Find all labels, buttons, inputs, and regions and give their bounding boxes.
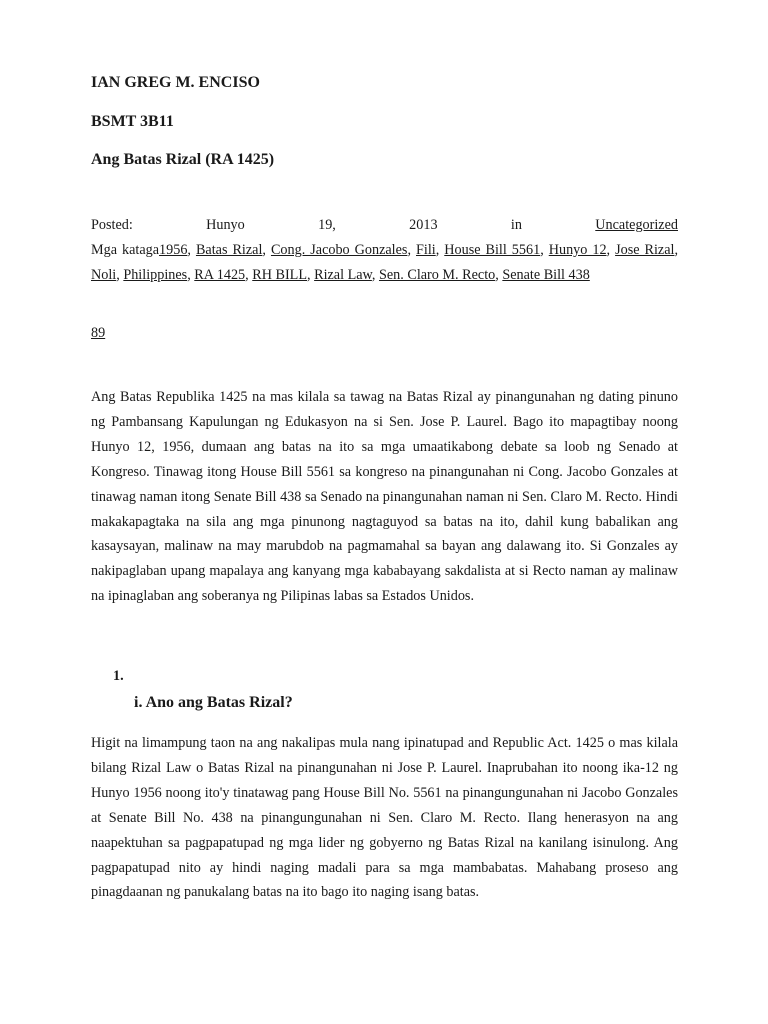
body-paragraph-2: Higit na limampung taon na ang nakalipas mula nang ipinatupad and Republic Act. 1425 o mas kilala bilang Rizal Law o Batas Rizal na pinangunahan ni Jose P. Laurel. Inaprubahan ito noong ika-12 ng Hunyo 1956 noong ito'y tinatawag pang House Bill No. 5561 na pinangungunahan ni Jacobo Gonzales at Senate Bill No. 438 na pinangungunahan ni Sen. Claro M. Recto. Ilang henerasyon na ang naapektuhan sa pagpapatupad ng mga lider ng gobyerno ng Batas Rizal na kanilang isinulong. Ang pagpapatupad nito ay hindi naging madali para sa mga mambabatas. Mahabang proseso ang pinagdaanan ng panukalang batas na ito bago ito naging isang batas. — [91, 735, 678, 901]
posted-in-label: in — [510, 217, 522, 233]
tag-link[interactable]: Philippines — [123, 266, 188, 283]
posted-line — [91, 213, 678, 238]
tag-link[interactable]: Fili — [416, 242, 436, 258]
posted-label: Posted: — [91, 217, 133, 233]
author-name: IAN GREG M. ENCISO — [91, 74, 260, 91]
tag-link[interactable]: 1956 — [159, 242, 188, 258]
count-link[interactable]: 89 — [91, 325, 106, 341]
tag-link[interactable]: House Bill 5561 — [444, 242, 541, 258]
section-subheading: i. Ano ang Batas Rizal? — [134, 694, 293, 711]
tag-link[interactable]: Batas Rizal — [195, 242, 263, 258]
body-paragraph-1: Ang Batas Republika 1425 na mas kilala sa tawag na Batas Rizal ay pinangunahan ng dating pinuno ng Pambansang Kapulungan ng Edukasyon na si Sen. Jose P. Laurel. Bago ito mapagtibay noong Hunyo 12, 1956, dumaan ang batas na ito sa mga umaatikabong debate sa loob ng Senado at Kongreso. Tinawag itong House Bill 5561 sa kongreso na pinangunahan ni Cong. Jacobo Gonzales at tinawag naman itong Senate Bill 438 sa Senado na pinangunahan naman ni Sen. Claro M. Recto. Hindi makakapagtaka na sila ang mga pinunong nagtaguyod sa batas na ito, dahil kung babalikan ang kasaysayan, malinaw na may marubdob na pagmamahal sa bayan ang dalawang ito. Si Gonzales ay nakipaglaban upang mapalaya ang kanyang mga kababayang sakdalista at si Recto naman ay malinaw na ipinaglaban ang soberanya ng Pilipinas labas sa Estados Unidos. — [91, 389, 678, 605]
category-link[interactable]: Uncategorized — [595, 217, 678, 233]
tag-link[interactable]: Sen. Claro M. Recto — [378, 266, 496, 283]
tag-link[interactable]: Cong. Jacobo Gonzales — [270, 242, 408, 258]
tags-line: Mga kataga1956, Batas Rizal, Cong. Jacobo Gonzales, Fili, House Bill 5561, Hunyo 12, Jose Rizal, Noli, Philippines, RA 1425, RH BILL, Rizal Law, Sen. Claro M. Recto, Senate Bill 438 — [91, 242, 679, 283]
section-code: BSMT 3B11 — [91, 113, 174, 130]
list-number: 1. — [113, 668, 124, 684]
tag-link[interactable]: Senate Bill 438 — [502, 266, 590, 283]
tags-label: Mga kataga — [91, 242, 160, 258]
document-title: Ang Batas Rizal (RA 1425) — [91, 151, 275, 168]
tag-link[interactable]: Noli — [91, 266, 117, 283]
posted-category-group — [511, 217, 678, 233]
tag-link[interactable]: Rizal Law — [314, 266, 372, 283]
posted-year: 2013 — [409, 217, 438, 233]
tag-link[interactable]: Jose Rizal — [615, 242, 675, 258]
tag-link[interactable]: RH BILL — [252, 266, 308, 283]
posted-day: 19, — [318, 217, 336, 233]
count-line — [91, 321, 678, 346]
tag-link[interactable]: Hunyo 12 — [548, 242, 607, 258]
posted-month: Hunyo — [206, 217, 245, 233]
tag-link[interactable]: RA 1425 — [194, 266, 246, 283]
